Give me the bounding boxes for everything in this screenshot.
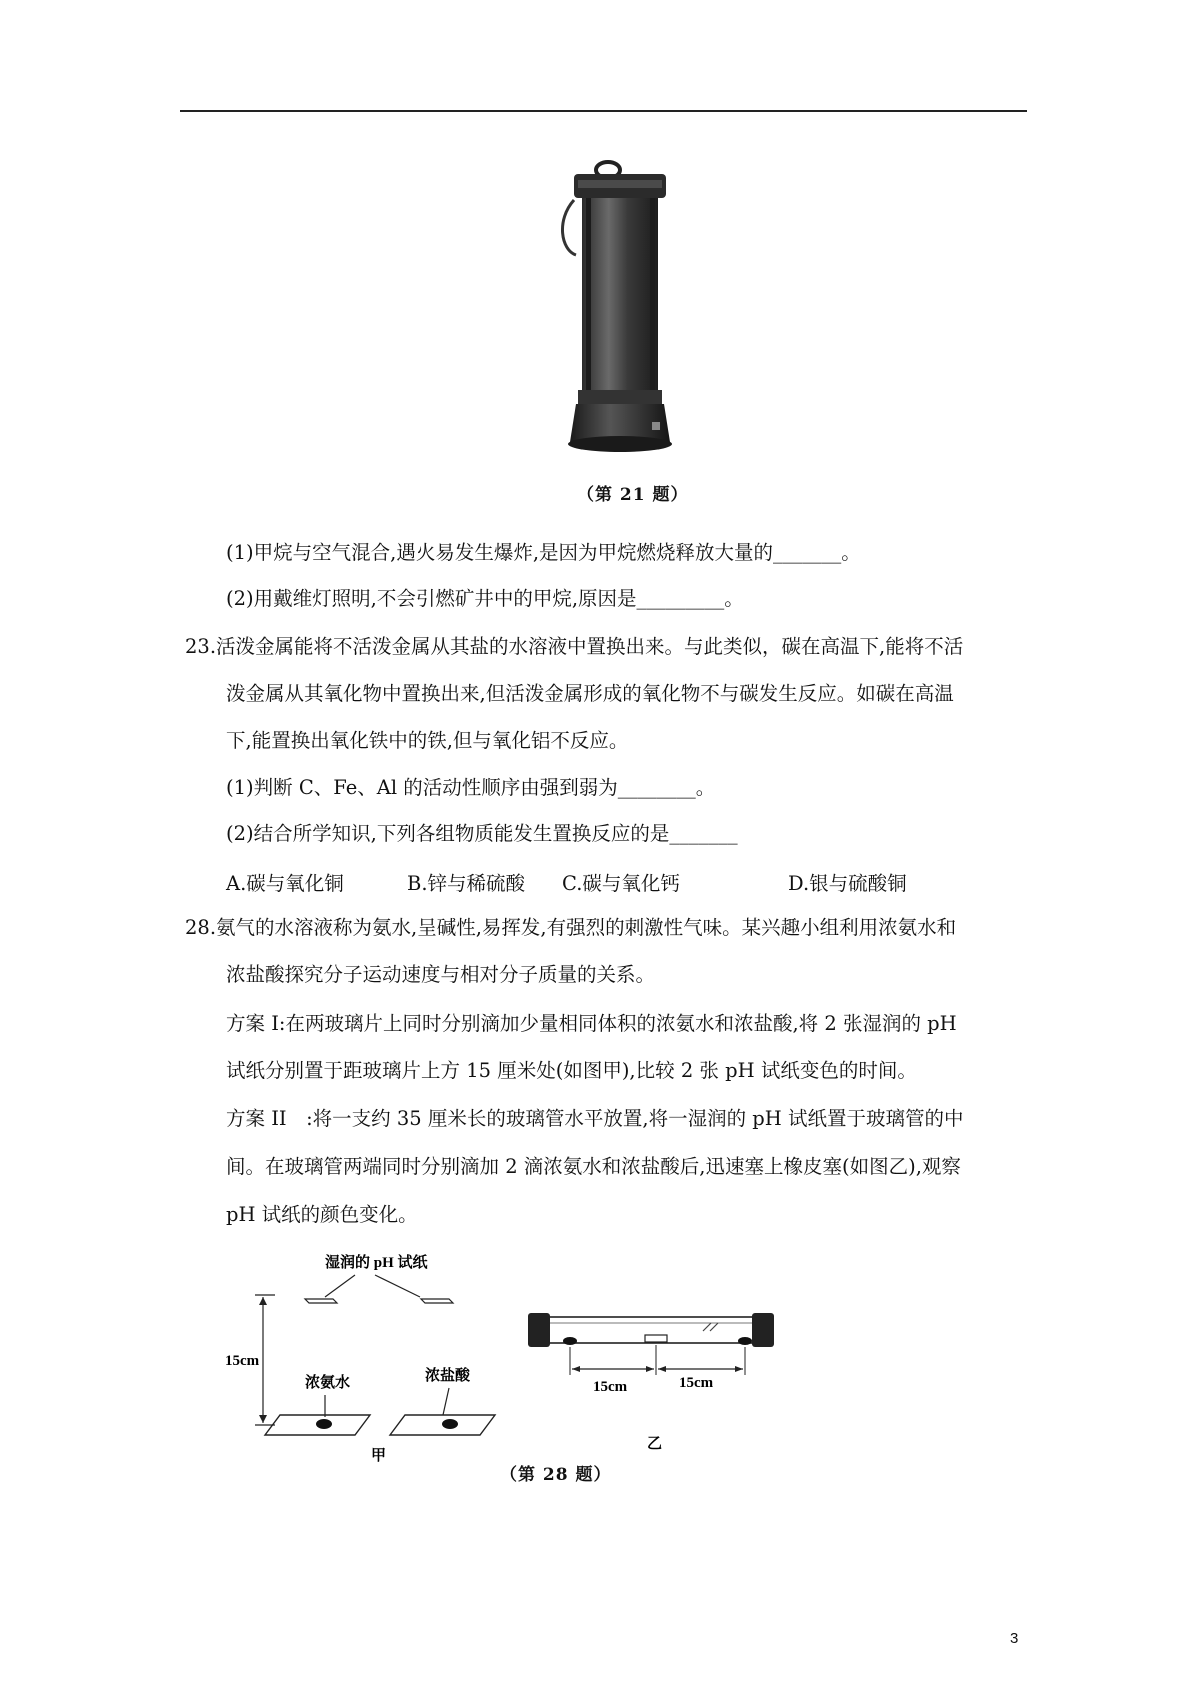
figure-28-diagram: [225, 1245, 865, 1485]
label-right-dist: 15cm: [679, 1375, 714, 1391]
option-a: A.碳与氧化铜: [226, 872, 344, 895]
header-rule: [180, 110, 1027, 112]
stopper-left: [528, 1313, 550, 1347]
q28-stem-line1: 28.氨气的水溶液称为氨水,呈碱性,易挥发,有强烈的刺激性气味。某兴趣小组利用浓氨水和: [185, 916, 957, 939]
ph-paper-tube: [645, 1335, 667, 1342]
stopper-right: [752, 1313, 774, 1347]
q28-plan1-line2: 试纸分别置于距玻璃片上方 15 厘米处(如图甲),比较 2 张 pH 试纸变色的时间。: [226, 1059, 917, 1082]
davy-lamp-image: [556, 160, 696, 510]
q28-plan2-line2: 间。在玻璃管两端同时分别滴加 2 滴浓氨水和浓盐酸后,迅速塞上橡皮塞(如图乙),观察: [226, 1155, 961, 1178]
q28-plan2-line1: 方案 II :将一支约 35 厘米长的玻璃管水平放置,将一湿润的 pH 试纸置于玻璃管的中: [226, 1107, 964, 1130]
label-hcl: 浓盐酸: [425, 1368, 471, 1384]
label-left-dist: 15cm: [593, 1379, 628, 1395]
page-number: 3: [1010, 1630, 1019, 1647]
option-b: B.锌与稀硫酸: [407, 872, 526, 895]
label-ammonia: 浓氨水: [305, 1375, 351, 1391]
q28-stem-line2: 浓盐酸探究分子运动速度与相对分子质量的关系。: [226, 963, 656, 986]
q23-stem-line3: 下,能置换出氧化铁中的铁,但与氧化铝不反应。: [226, 729, 629, 752]
q21-part1: (1)甲烷与空气混合,遇火易发生爆炸,是因为甲烷燃烧释放大量的_______。: [226, 541, 861, 564]
figure-21-caption: （第 21 题）: [577, 485, 689, 505]
q21-part2: (2)用戴维灯照明,不会引燃矿井中的甲烷,原因是_________。: [226, 587, 744, 610]
q23-part2: (2)结合所学知识,下列各组物质能发生置换反应的是_______: [226, 822, 738, 845]
ph-paper-right: [421, 1299, 453, 1303]
q28-plan1-line1: 方案 I:在两玻璃片上同时分别滴加少量相同体积的浓氨水和浓盐酸,将 2 张湿润的 pH: [226, 1012, 957, 1035]
q23-stem-line2: 泼金属从其氧化物中置换出来,但活泼金属形成的氧化物不与碳发生反应。如碳在高温: [226, 682, 954, 705]
q23-stem-line1: 23.活泼金属能将不活泼金属从其盐的水溶液中置换出来。与此类似，碳在高温下,能将不活: [185, 635, 964, 658]
ph-paper-left: [305, 1299, 337, 1303]
q28-plan2-line3: pH 试纸的颜色变化。: [226, 1203, 418, 1226]
label-height: 15cm: [225, 1353, 260, 1369]
figure-28-caption: （第 28 题）: [500, 1465, 612, 1485]
q23-part1: (1)判断 C、Fe、Al 的活动性顺序由强到弱为________。: [226, 776, 716, 799]
option-d: D.银与硫酸铜: [788, 872, 907, 895]
option-c: C.碳与氧化钙: [562, 872, 680, 895]
label-ph-paper: 湿润的 pH 试纸: [325, 1255, 428, 1271]
label-yi: 乙: [647, 1436, 663, 1452]
label-jia: 甲: [371, 1448, 387, 1464]
